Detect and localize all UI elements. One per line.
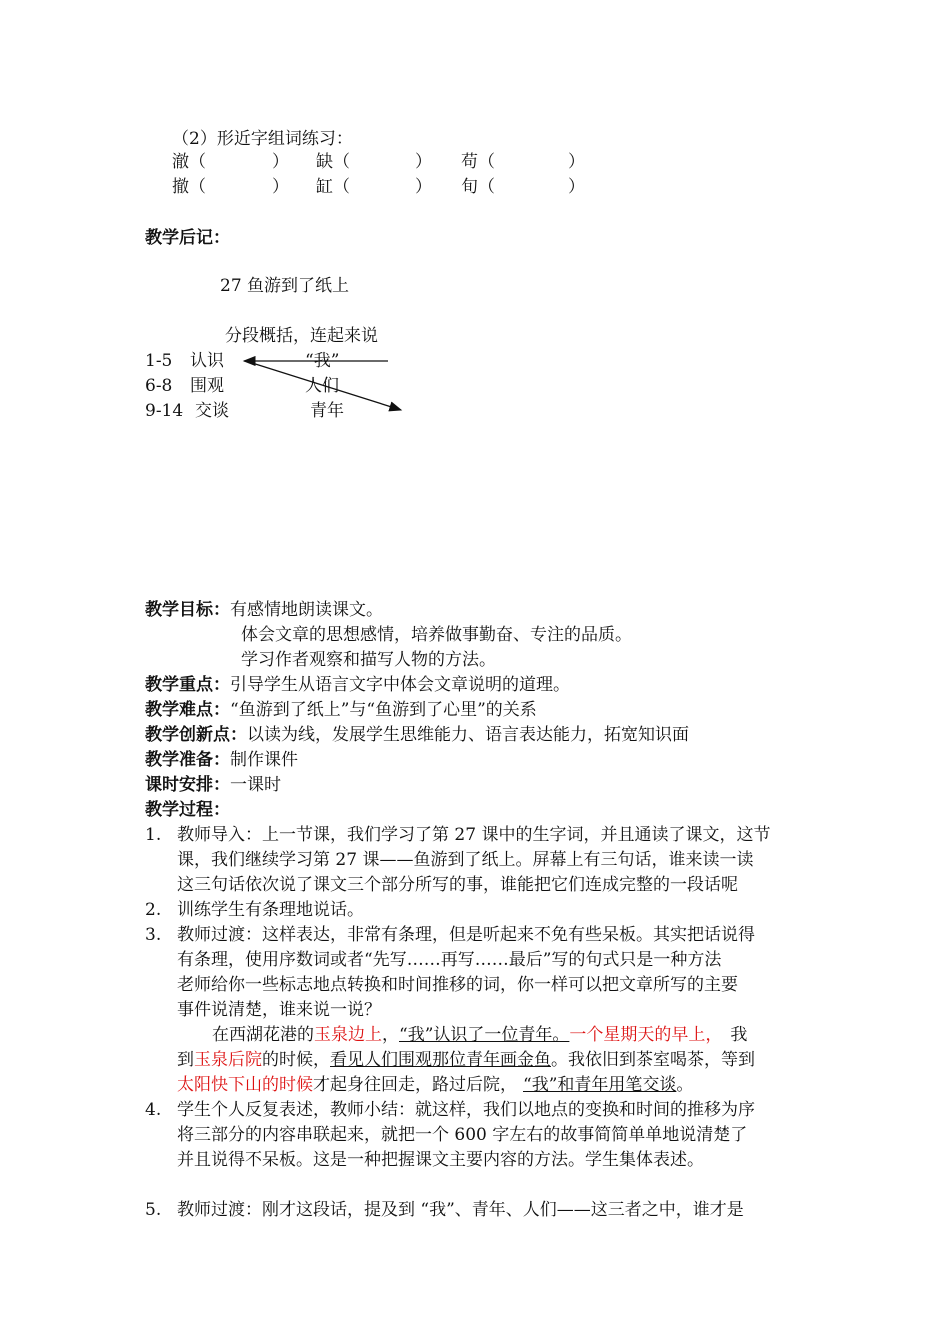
step2-line1: 训练学生有条理地说话。 <box>177 900 364 920</box>
summary-person: 青年 <box>310 401 344 421</box>
step1-line1: 教师导入：上一节课，我们学习了第 27 课中的生字词，并且通读了课文，这节 <box>177 825 771 845</box>
summary-range: 1-5 <box>145 351 173 371</box>
step-number: 3. <box>145 925 162 945</box>
exercise-heading: （2）形近字组词练习： <box>172 129 353 149</box>
arrow-to-qingnian <box>246 361 401 410</box>
example-place: 玉泉边上 <box>314 1025 382 1045</box>
word-item: 缺（ <box>316 152 350 172</box>
step5-line1: 教师过渡：刚才这段话，提及到 “我”、青年、人们——这三者之中，谁才是 <box>177 1200 744 1220</box>
step1-line2: 课，我们继续学习第 27 课——鱼游到了纸上。屏幕上有三句话，谁来读一读 <box>177 850 754 870</box>
example-text: 才起身往回走，路过后院， <box>313 1075 517 1095</box>
word-item: 撤（ <box>172 177 206 197</box>
example-time: 一个星期天的早上， <box>569 1025 723 1045</box>
word-item: 缸（ <box>316 177 350 197</box>
prep-text: 制作课件 <box>230 750 298 770</box>
step3-line1: 教师过渡：这样表达，非常有条理，但是听起来不免有些呆板。其实把话说得 <box>177 925 755 945</box>
word-item-close: ） <box>415 152 432 172</box>
example-text: ， <box>382 1025 399 1045</box>
innovation-label: 教学创新点： <box>145 725 247 745</box>
prep-label: 教学准备： <box>145 750 230 770</box>
time-label: 课时安排： <box>145 775 230 795</box>
step4-line1: 学生个人反复表述，教师小结：就这样，我们以地点的变换和时间的推移为序 <box>177 1100 755 1120</box>
step3-line4: 事件说清楚，谁来说一说？ <box>177 1000 381 1020</box>
goal-1: 有感情地朗读课文。 <box>230 600 383 620</box>
example-line3 <box>177 1073 693 1097</box>
summary-person: “我” <box>305 351 340 371</box>
example-time: 太阳快下山的时候 <box>177 1075 313 1095</box>
example-text: 在西湖花港的 <box>212 1025 314 1045</box>
word-item: 澈（ <box>172 152 206 172</box>
example-text: 到 <box>177 1050 194 1070</box>
word-item: 旬（ <box>461 177 495 197</box>
word-item-close: ） <box>415 177 432 197</box>
goal-3: 学习作者观察和描写人物的方法。 <box>241 650 496 670</box>
focus-label: 教学重点： <box>145 675 230 695</box>
word-item-close: ） <box>568 177 585 197</box>
example-event: “我”认识了一位青年。 <box>399 1025 570 1045</box>
example-event: “我”和青年用笔交谈 <box>523 1075 677 1095</box>
step3-line3: 老师给你一些标志地点转换和时间推移的词，你一样可以把文章所写的主要 <box>177 975 738 995</box>
step4-line2: 将三部分的内容串联起来，就把一个 600 字左右的故事简简单单地说清楚了 <box>177 1125 748 1145</box>
innovation-text: 以读为线，发展学生思维能力、语言表达能力，拓宽知识面 <box>247 725 689 745</box>
lesson-title: 27 鱼游到了纸上 <box>220 276 350 296</box>
word-item-close: ） <box>272 177 289 197</box>
difficulty-text: “鱼游到了纸上”与“鱼游到了心里”的关系 <box>230 700 537 720</box>
example-line1 <box>212 1023 747 1047</box>
word-item: 苟（ <box>461 152 495 172</box>
step-number: 4. <box>145 1100 162 1120</box>
example-text: 。我依旧到茶室喝茶，等到 <box>551 1050 755 1070</box>
summary-person: 人们 <box>305 376 339 396</box>
time-text: 一课时 <box>230 775 281 795</box>
difficulty-label: 教学难点： <box>145 700 230 720</box>
word-item-close: ） <box>272 152 289 172</box>
postscript-label: 教学后记： <box>145 228 230 248</box>
summary-range: 6-8 <box>145 376 173 396</box>
step-number: 2. <box>145 900 162 920</box>
goals-label: 教学目标： <box>145 600 230 620</box>
example-text: 我 <box>730 1025 748 1045</box>
step3-line2: 有条理，使用序数词或者“先写……再写……最后”写的句式只是一种方法 <box>177 950 722 970</box>
process-label: 教学过程： <box>145 800 230 820</box>
example-line2 <box>177 1048 755 1072</box>
goal-2: 体会文章的思想感情，培养做事勤奋、专注的品质。 <box>241 625 632 645</box>
step-number: 5. <box>145 1200 162 1220</box>
word-item-close: ） <box>568 152 585 172</box>
focus-text: 引导学生从语言文字中体会文章说明的道理。 <box>230 675 570 695</box>
example-event: 看见人们围观那位青年画金鱼 <box>330 1050 551 1070</box>
step1-line3: 这三句话依次说了课文三个部分所写的事，谁能把它们连成完整的一段话呢 <box>177 875 738 895</box>
example-place: 玉泉后院 <box>194 1050 262 1070</box>
step-number: 1. <box>145 825 162 845</box>
summary-heading: 分段概括，连起来说 <box>225 326 378 346</box>
summary-verb: 认识 <box>190 351 224 371</box>
step4-line3: 并且说得不呆板。这是一种把握课文主要内容的方法。学生集体表述。 <box>177 1150 704 1170</box>
example-text: 的时候， <box>262 1050 330 1070</box>
summary-range: 9-14 <box>145 401 184 421</box>
summary-verb: 交谈 <box>195 401 229 421</box>
summary-verb: 围观 <box>190 376 224 396</box>
example-text: 。 <box>676 1075 694 1095</box>
